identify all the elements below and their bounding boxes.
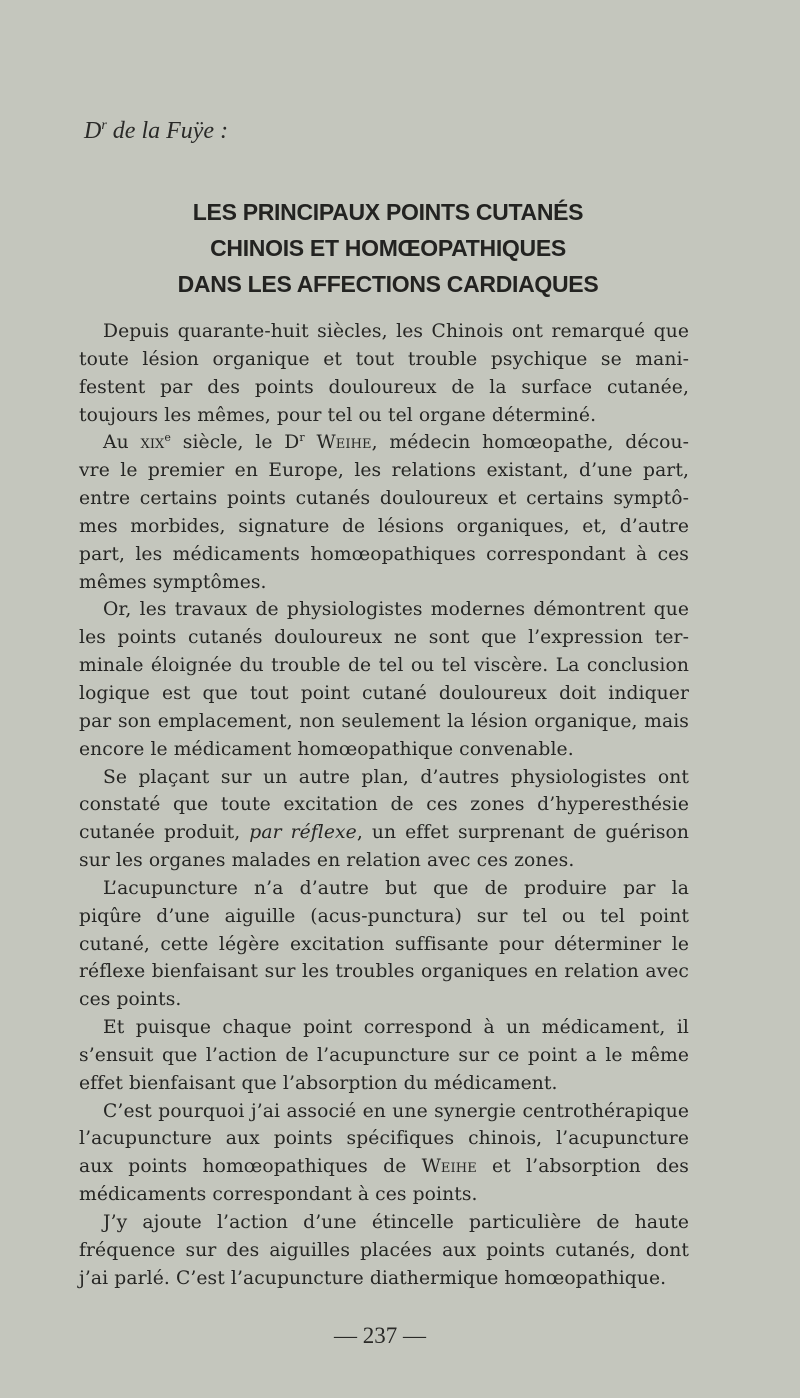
superscript: r xyxy=(299,431,305,445)
person-name: Weihe xyxy=(421,1156,477,1178)
title-line-2: CHINOIS ET HOMŒOPATHIQUES xyxy=(210,235,566,261)
title-line-1: LES PRINCIPAUX POINTS CUTANÉS xyxy=(192,199,584,225)
text-line: minale éloignée du trouble de tel ou tel viscère. La conclusion xyxy=(79,655,689,677)
text-line: Et puisque chaque point correspond à un médicament, il xyxy=(103,1017,689,1039)
text-line: cutané, cette légère excitation suffisante pour déterminer le xyxy=(79,933,689,955)
author-sup: r xyxy=(101,118,107,133)
text-fragment: aux points homœopathiques de xyxy=(79,1156,422,1178)
text-line xyxy=(79,429,689,457)
text-line: J’y ajoute l’action d’une étincelle particulière de haute xyxy=(103,1212,689,1233)
text-line: Depuis quarante-huit siècles, les Chinois ont remarqué que xyxy=(103,321,689,342)
text-line: constaté que toute excitation de ces zones d’hyperesthésie xyxy=(79,794,689,816)
article-body xyxy=(79,318,689,1293)
text-line xyxy=(79,819,689,847)
text-line: ces points. xyxy=(79,989,182,1011)
text-line: médicaments correspondant à ces points. xyxy=(79,1184,478,1206)
text-line: toujours les mêmes, pour tel ou tel organe déterminé. xyxy=(79,404,597,426)
text-line: l’acupuncture aux points spécifiques chinois, l’acupuncture xyxy=(79,1128,689,1150)
text-line: Or, les travaux de physiologistes modernes démontrent que xyxy=(103,599,689,621)
author-prefix: D xyxy=(84,118,102,144)
text-fragment: , médecin homœopathe, décou- xyxy=(371,432,689,454)
text-line: encore le médicament homœopathique convenable. xyxy=(79,738,574,760)
italic-phrase: par réflexe xyxy=(249,822,357,844)
text-fragment: , un effet surprenant de guérison xyxy=(356,822,689,844)
text-line: effet bienfaisant que l’absorption du médicament. xyxy=(79,1072,558,1094)
text-line: part, les médicaments homœopathiques correspondant à ces xyxy=(79,543,689,565)
text-fragment: Au xyxy=(103,432,141,454)
text-fragment: siècle, le D xyxy=(171,432,300,454)
text-line: C’est pourquoi j’ai associé en une synergie centrothérapique xyxy=(103,1100,689,1122)
title-line-3: DANS LES AFFECTIONS CARDIAQUES xyxy=(177,271,599,297)
text-fragment: cutanée produit, xyxy=(79,822,250,844)
text-fragment: et l’absorption des xyxy=(476,1156,689,1178)
page-number: — 237 — xyxy=(334,1323,426,1348)
text-line: mêmes symptômes. xyxy=(79,571,267,593)
text-line: L’acupuncture n’a d’autre but que de produire par la xyxy=(103,877,689,899)
text-line: réflexe bienfaisant sur les troubles organiques en relation avec xyxy=(79,961,689,983)
text-line: j’ai parlé. C’est l’acupuncture diathermique homœopathique. xyxy=(79,1267,667,1289)
author-line xyxy=(84,118,228,145)
text-line: vre le premier en Europe, les relations existant, d’une part, xyxy=(79,460,689,482)
text-fragment xyxy=(305,432,317,453)
text-line: logique est que tout point cutané douloureux doit indiquer xyxy=(79,682,689,704)
text-line: Se plaçant sur un autre plan, d’autres physiologistes ont xyxy=(103,766,689,788)
author-name: de la Fuÿe : xyxy=(106,118,229,144)
text-line: festent par des points douloureux de la surface cutanée, xyxy=(79,376,689,398)
text-line: mes morbides, signature de lésions organiques, et, d’autre xyxy=(79,515,689,537)
text-line: fréquence sur des aiguilles placées aux points cutanés, dont xyxy=(79,1239,689,1261)
text-line: toute lésion organique et tout trouble psychique se mani- xyxy=(79,348,689,370)
century-numeral: xix xyxy=(140,432,165,454)
article-title xyxy=(0,194,776,302)
text-line: les points cutanés douloureux ne sont que l’expression ter- xyxy=(79,627,689,649)
text-line: s’ensuit que l’action de l’acupuncture sur ce point a le même xyxy=(79,1044,689,1066)
text-line xyxy=(79,1153,689,1181)
superscript: e xyxy=(164,431,172,445)
text-line: piqûre d’une aiguille (acus-punctura) sur tel ou tel point xyxy=(79,905,689,927)
text-line: entre certains points cutanés douloureux et certains symptô- xyxy=(79,488,689,510)
text-line: par son emplacement, non seulement la lésion organique, mais xyxy=(79,710,689,732)
text-line: sur les organes malades en relation avec ces zones. xyxy=(79,850,575,872)
person-name: Weihe xyxy=(316,432,372,454)
